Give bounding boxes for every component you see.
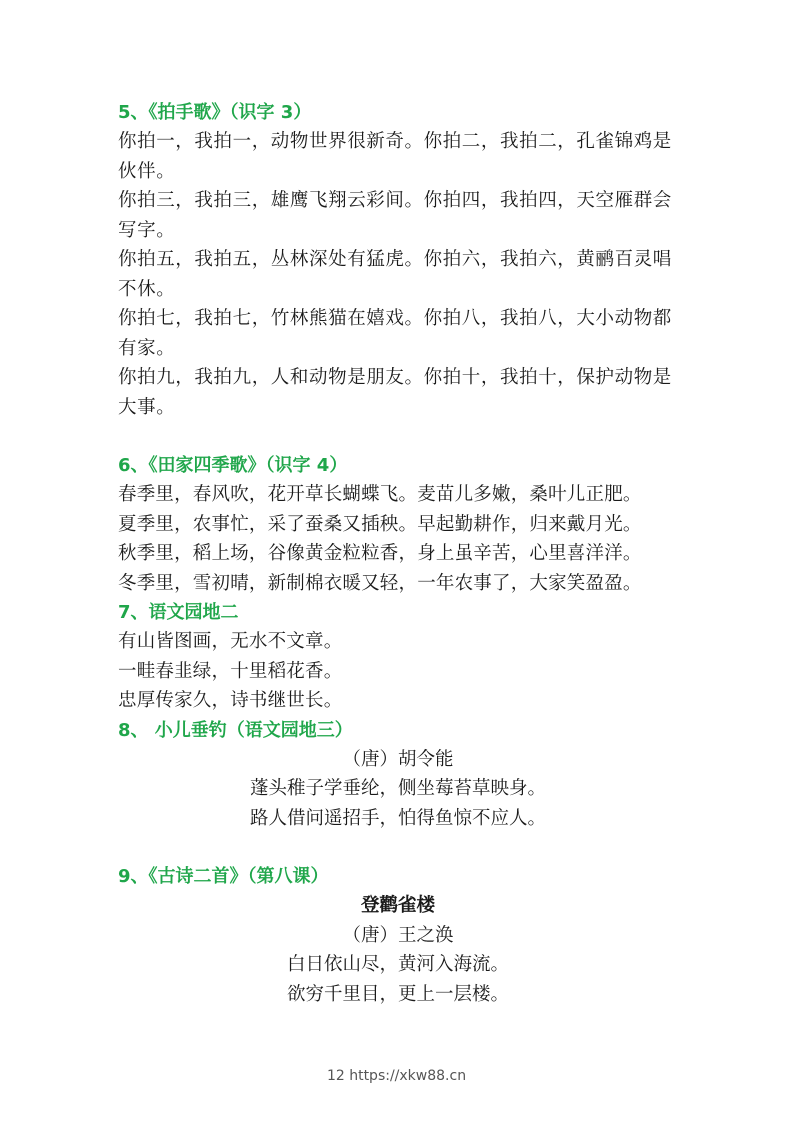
poem-line: 路人借问遥招手，怕得鱼惊不应人。 [249,807,546,829]
section-gap [118,422,678,451]
section-5-heading: 5、《拍手歌》（识字 3） [118,102,312,123]
section-5-line: 你拍一，我拍一，动物世界很新奇。你拍二，我拍二，孔雀锦鸡是伙伴。 [118,131,672,182]
section-9-heading: 9、《古诗二首》（第八课） [118,866,329,887]
poem-author: （唐）胡令能 [342,748,454,770]
poem-title: 登鹳雀楼 [360,895,435,916]
poem-author: （唐）王之涣 [342,924,454,946]
section-6-heading: 6、《田家四季歌》（识字 4） [118,455,348,476]
section-5-line: 你拍七，我拍七，竹林熊猫在嬉戏。你拍八，我拍八，大小动物都有家。 [118,308,672,359]
section-7-heading: 7、语文园地二 [118,602,239,623]
section-7-line: 忠厚传家久，诗书继世长。 [118,690,343,711]
section-6-line: 冬季里，雪初晴，新制棉衣暖又轻，一年农事了，大家笑盈盈。 [118,572,642,594]
poem-line: 白日依山尽，黄河入海流。 [286,954,509,975]
section-6-line: 春季里，春风吹，花开草长蝴蝶飞。麦苗儿多嫩，桑叶儿正肥。 [118,484,642,505]
section-5-line: 你拍五，我拍五，丛林深处有猛虎。你拍六，我拍六，黄鹂百灵唱不休。 [118,249,672,300]
document-body [118,98,678,1009]
poem-line: 欲穷千里目，更上一层楼。 [286,983,509,1005]
section-8-heading: 8、 小儿垂钓（语文园地三） [118,719,353,741]
page-footer: 12 https://xkw88.cn [326,1068,467,1084]
section-7-line: 有山皆图画，无水不文章。 [118,631,343,652]
section-6-line: 夏季里，农事忙，采了蚕桑又插秧。早起勤耕作，归来戴月光。 [118,513,642,535]
section-7-line: 一畦春韭绿，十里稻花香。 [118,660,343,682]
section-5-line: 你拍九，我拍九，人和动物是朋友。你拍十，我拍十，保护动物是大事。 [118,367,672,418]
section-6-line: 秋季里，稻上场，谷像黄金粒粒香，身上虽辛苦，心里喜洋洋。 [118,543,642,564]
section-5-line: 你拍三，我拍三，雄鹰飞翔云彩间。你拍四，我拍四，天空雁群会写字。 [118,190,672,241]
poem-line: 蓬头稚子学垂纶，侧坐莓苔草映身。 [249,778,546,799]
section-gap [118,833,678,862]
